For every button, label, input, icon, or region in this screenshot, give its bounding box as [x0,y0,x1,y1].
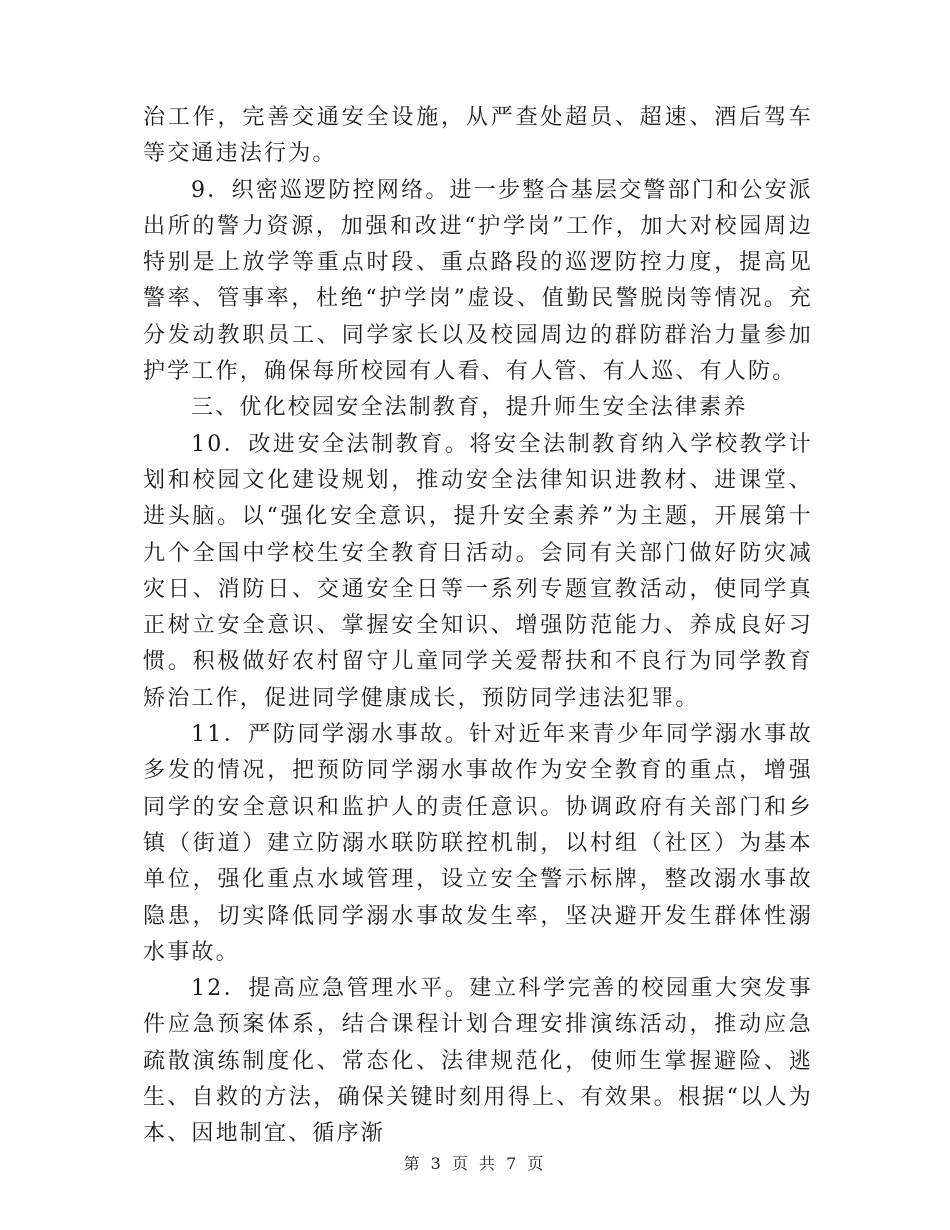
paragraph-item-9: 9．织密巡逻防控网络。进一步整合基层交警部门和公安派出所的警力资源，加强和改进“护学岗”工作，加大对校园周边特别是上放学等重点时段、重点路段的巡逻防控力度，提高见警率、管事率，杜绝“护学岗”虚设、值勤民警脱岗等情况。充分发动教职员工、同学家长以及校园周边的群防群治力量参加护学工作，确保每所校园有人看、有人管、有人巡、有人防。 [143,177,813,385]
section-heading-3: 三、优化校园安全法制教育，提升师生安全法律素养 [191,395,748,421]
document-body [143,100,813,1153]
page-footer: 第 3 页 共 7 页 [403,1154,547,1173]
paragraph-item-11: 11．严防同学溺水事故。针对近年来青少年同学溺水事故多发的情况，把预防同学溺水事故作为安全教育的重点，增强同学的安全意识和监护人的责任意识。协调政府有关部门和乡镇（街道）建立防溺水联防联控机制，以村组（社区）为基本单位，强化重点水域管理，设立安全警示标牌，整改溺水事故隐患，切实降低同学溺水事故发生率，坚决避开发生群体性溺水事故。 [143,722,813,965]
paragraph-continued: 治工作，完善交通安全设施，从严查处超员、超速、酒后驾车等交通违法行为。 [143,105,813,167]
paragraph-item-12: 12．提高应急管理水平。建立科学完善的校园重大突发事件应急预案体系，结合课程计划合理安排演练活动，推动应急疏散演练制度化、常态化、法律规范化，使师生掌握避险、逃生、自救的方法，确保关键时刻用得上、有效果。根据“以人为本、因地制宜、循序渐 [143,976,813,1147]
paragraph-item-10: 10．改进安全法制教育。将安全法制教育纳入学校教学计划和校园文化建设规划，推动安全法律知识进教材、进课堂、进头脑。以“强化安全意识，提升安全素养”为主题，开展第十九个全国中学校生安全教育日活动。会同有关部门做好防灾减灾日、消防日、交通安全日等一系列专题宣教活动，使同学真正树立安全意识、掌握安全知识、增强防范能力、养成良好习惯。积极做好农村留守儿童同学关爱帮扶和不良行为同学教育矫治工作，促进同学健康成长，预防同学违法犯罪。 [143,431,813,711]
